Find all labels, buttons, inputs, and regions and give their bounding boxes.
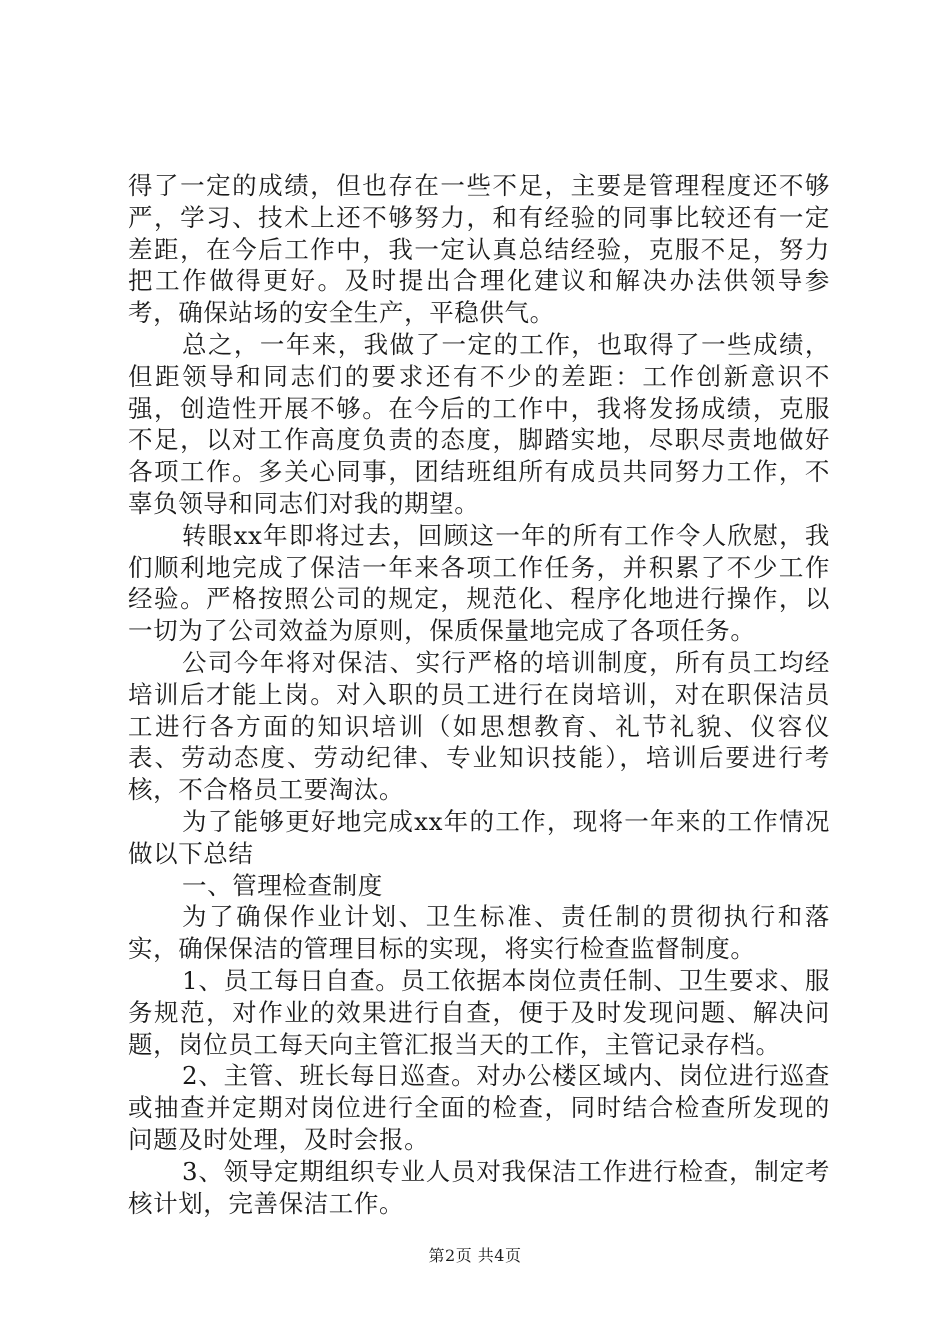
paragraph: 总之，一年来，我做了一定的工作，也取得了一些成绩，但距领导和同志们的要求还有不少的差距：工作创新意识不强，创造性开展不够。在今后的工作中，我将发扬成绩，克服不足，以对工作高度负责的态度，脚踏实地，尽职尽责地做好各项工作。多关心同事，团结班组所有成员共同努力工作，不辜负领导和同志们对我的期望。	[128, 329, 830, 518]
document-body	[128, 170, 830, 1219]
list-item: 2、主管、班长每日巡查。对办公楼区域内、岗位进行巡查或抽查并定期对岗位进行全面的检查，同时结合检查所发现的问题及时处理，及时会报。	[128, 1061, 830, 1154]
list-item: 3、领导定期组织专业人员对我保洁工作进行检查，制定考核计划，完善保洁工作。	[128, 1156, 830, 1218]
paragraph: 为了能够更好地完成xx年的工作，现将一年来的工作情况做以下总结	[128, 806, 830, 868]
paragraph: 公司今年将对保洁、实行严格的培训制度，所有员工均经培训后才能上岗。对入职的员工进行在岗培训，对在职保洁员工进行各方面的知识培训（如思想教育、礼节礼貌、仪容仪表、劳动态度、劳动纪律、专业知识技能），培训后要进行考核，不合格员工要淘汰。	[128, 647, 830, 805]
list-item: 1、员工每日自查。员工依据本岗位责任制、卫生要求、服务规范，对作业的效果进行自查，便于及时发现问题、解决问题，岗位员工每天向主管汇报当天的工作，主管记录存档。	[128, 965, 830, 1059]
paragraph: 为了确保作业计划、卫生标准、责任制的贯彻执行和落实，确保保洁的管理目标的实现，将实行检查监督制度。	[128, 902, 830, 964]
page-number-footer: 第2页 共4页	[428, 1246, 522, 1265]
paragraph: 得了一定的成绩，但也存在一些不足，主要是管理程度还不够严，学习、技术上还不够努力，和有经验的同事比较还有一定差距，在今后工作中，我一定认真总结经验，克服不足，努力把工作做得更好。及时提出合理化建议和解决办法供领导参考，确保站场的安全生产，平稳供气。	[128, 171, 830, 328]
paragraph: 转眼xx年即将过去，回顾这一年的所有工作令人欣慰，我们顺利地完成了保洁一年来各项工作任务，并积累了不少工作经验。严格按照公司的规定，规范化、程序化地进行操作，以一切为了公司效益为原则，保质保量地完成了各项任务。	[128, 520, 830, 646]
section-heading: 一、管理检查制度	[182, 870, 383, 900]
